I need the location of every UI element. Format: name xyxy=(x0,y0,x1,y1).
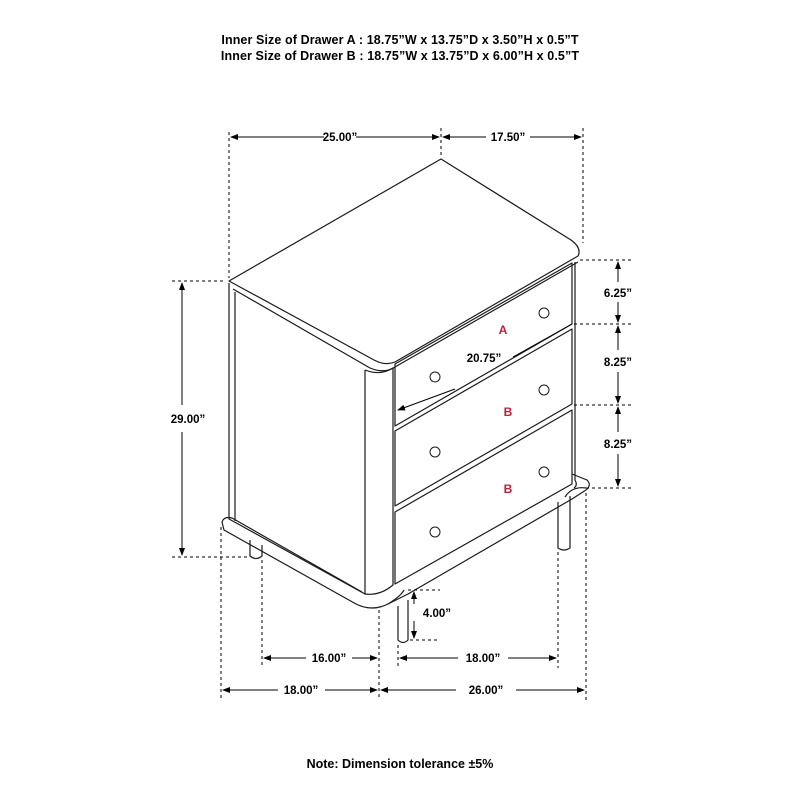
dim-top-depth: 25.00” xyxy=(322,132,358,144)
knob-icon xyxy=(430,447,440,457)
dimension-lines xyxy=(172,128,632,700)
dim-base-depth: 18.00” xyxy=(283,685,319,697)
drawer-a-inner-size: Inner Size of Drawer A : 18.75”W x 13.75”D x 3.50”H x 0.5”T xyxy=(221,33,579,47)
dim-top-width: 17.50” xyxy=(490,132,526,144)
dim-drawer-b2-height: 8.25” xyxy=(603,439,633,451)
dimension-tolerance-note: Note: Dimension tolerance ±5% xyxy=(306,757,494,771)
dim-overall-height: 29.00” xyxy=(170,414,206,426)
knob-icon xyxy=(430,372,440,382)
dimension-labels xyxy=(171,132,632,697)
knob-icon xyxy=(430,527,440,537)
leg-front xyxy=(398,600,408,643)
base-plinth xyxy=(222,474,589,608)
drawer-knobs xyxy=(430,308,549,537)
drawer-label-a: A xyxy=(498,323,508,337)
dim-leg-span-front: 18.00” xyxy=(465,653,501,665)
top-panel-edge xyxy=(233,262,578,371)
knob-icon xyxy=(539,308,549,318)
drawer-b-bottom-front xyxy=(395,410,572,584)
knob-icon xyxy=(539,467,549,477)
dim-drawer-a-height: 6.25” xyxy=(603,288,633,300)
leg-left-back xyxy=(250,540,262,559)
dim-leg-span-side: 16.00” xyxy=(311,653,347,665)
dim-leg-height: 4.00” xyxy=(422,608,452,620)
dim-drawer-b1-height: 8.25” xyxy=(603,357,633,369)
top-panel xyxy=(229,159,579,364)
nightstand-drawing xyxy=(222,159,589,643)
drawer-b-inner-size: Inner Size of Drawer B : 18.75”W x 13.75”D x 6.00”H x 0.5”T xyxy=(220,49,580,63)
drawer-label-b-middle: B xyxy=(503,405,513,419)
knob-icon xyxy=(539,385,549,395)
drawer-label-b-bottom: B xyxy=(503,482,513,496)
dim-drawer-front-width: 20.75” xyxy=(466,353,502,365)
dim-base-width: 26.00” xyxy=(468,685,504,697)
